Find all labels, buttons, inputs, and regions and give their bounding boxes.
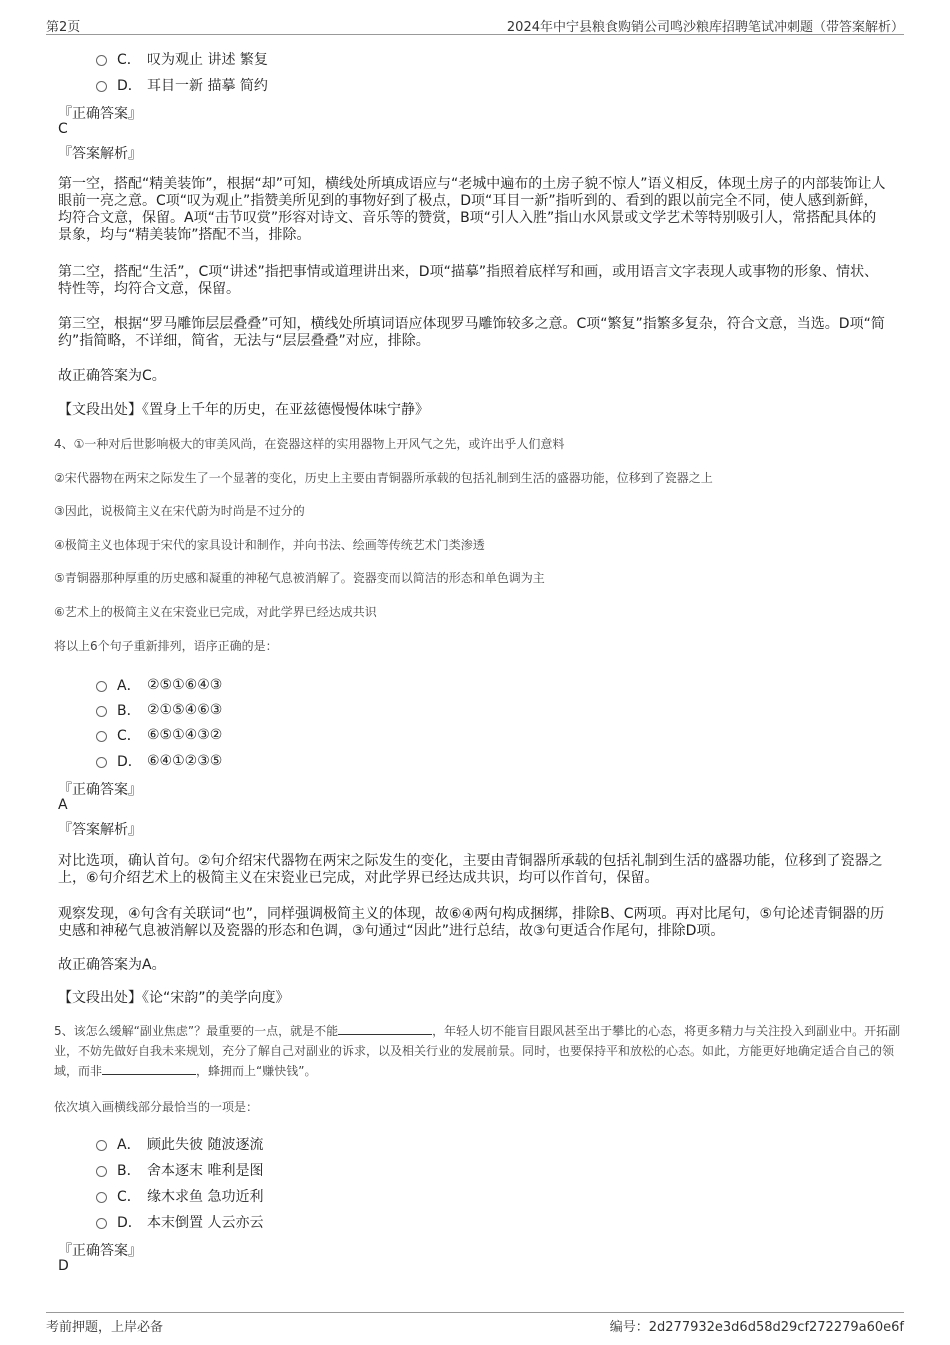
radio-icon[interactable] — [96, 731, 107, 742]
q4-prompt: 将以上6个句子重新排列，语序正确的是： — [54, 639, 278, 653]
page-number: 第2页 — [46, 20, 81, 35]
q5-option-a[interactable]: A． 顾此失彼 随波逐流 — [96, 1134, 263, 1154]
document-id: 编号：2d277932e3d6d58d29cf272279a60e6f — [609, 1320, 904, 1335]
q4-option-b[interactable]: B． ②①⑤④⑥③ — [96, 700, 222, 720]
q5-prompt: 依次填入画横线部分最恰当的一项是： — [54, 1100, 259, 1114]
q4-source: 【文段出处】《论“宋韵”的美学向度》 — [58, 990, 290, 1006]
q3-analysis-para-2: 第二空，搭配“生活”，C项“讲述”指把事情或道理讲出来，D项“描摹”指照着底样写和画，或用语言文字表现人或事物的形象、情状、特性等，均符合文意，保留。 — [58, 264, 879, 297]
q3-conclusion: 故正确答案为C。 — [58, 368, 166, 384]
q5-stem: 5、该怎么缓解“副业焦虑”？最重要的一点，就是不能 ，年轻人切不能盲目跟风甚至出于攀比的心态，将更多精力与关注投入到副业中。开拓副业，不妨先做好自我未来规划，充分了解自己对副业的诉求，以及相关行业的发展前景。同时，也要保持平和放松的心态。如此，方能更好地确定适合自己的领域，而非 ，蜂拥而上“赚快钱”。 — [54, 1024, 901, 1078]
q4-conclusion: 故正确答案为A。 — [58, 957, 166, 973]
radio-icon[interactable] — [96, 1166, 107, 1177]
q4-answer-label: 『正确答案』 — [58, 782, 142, 798]
q4-sentence-1: 4、①一种对后世影响极大的审美风尚，在瓷器这样的实用器物上开风气之先，或许出乎人们意料 — [54, 437, 565, 451]
radio-icon[interactable] — [96, 1218, 107, 1229]
q4-option-d[interactable]: D． ⑥④①②③⑤ — [96, 751, 222, 771]
q4-option-c[interactable]: C． ⑥⑤①④③② — [96, 725, 222, 745]
q4-analysis-label: 『答案解析』 — [58, 822, 142, 838]
blank-1 — [338, 1022, 432, 1035]
q5-option-d[interactable]: D． 本末倒置 人云亦云 — [96, 1212, 263, 1232]
radio-icon[interactable] — [96, 681, 107, 692]
radio-icon[interactable] — [96, 1192, 107, 1203]
radio-icon[interactable] — [96, 1140, 107, 1151]
q4-sentence-3: ③因此，说极简主义在宋代蔚为时尚是不过分的 — [54, 504, 305, 518]
q3-analysis-label: 『答案解析』 — [58, 146, 142, 162]
q3-option-c[interactable]: C． 叹为观止 讲述 繁复 — [96, 49, 268, 69]
page-header — [46, 14, 904, 35]
page-footer — [46, 1312, 904, 1335]
q4-sentence-5: ⑤青铜器那种厚重的历史感和凝重的神秘气息被消解了。瓷器变而以简洁的形态和单色调为主 — [54, 571, 545, 585]
q5-answer-label: 『正确答案』 — [58, 1243, 142, 1259]
q3-analysis-para-1: 第一空，搭配“精美装饰”，根据“却”可知，横线处所填成语应与“老城中遍布的土房子貌不惊人”语义相反，体现土房子的内部装饰让人眼前一亮之意。C项“叹为观止”指赞美所见到的事物好到了极点，D项“耳目一新”指听到的、看到的跟以前完全不同，使人感到新鲜，均符合文意，保留。A项“击节叹赏”形容对诗文、音乐等的赞赏，B项“引人入胜”指山水风景或文学艺术等特别吸引人，常搭配具体的景象，均与“精美装饰”搭配不当，排除。 — [58, 176, 886, 243]
radio-icon[interactable] — [96, 55, 107, 66]
footer-slogan: 考前押题，上岸必备 — [46, 1320, 164, 1335]
radio-icon[interactable] — [96, 757, 107, 768]
q4-analysis-para-1: 对比选项，确认首句。②句介绍宋代器物在两宋之际发生的变化，主要由青铜器所承载的包括礼制到生活的盛器功能，位移到了瓷器之上，⑥句介绍艺术上的极简主义在宋瓷业已完成，对此学界已经达成共识，均可以作首句，保留。 — [58, 853, 883, 886]
q4-option-a[interactable]: A． ②⑤①⑥④③ — [96, 675, 222, 695]
q5-option-c[interactable]: C． 缘木求鱼 急功近利 — [96, 1186, 263, 1206]
q3-analysis-para-3: 第三空，根据“罗马雕饰层层叠叠”可知，横线处所填词语应体现罗马雕饰较多之意。C项“繁复”指繁多复杂，符合文意，当选。D项“简约”指简略，不详细，简省，无法与“层层叠叠”对应，排除。 — [58, 316, 885, 349]
document-title: 2024年中宁县粮食购销公司鸣沙粮库招聘笔试冲刺题（带答案解析） — [506, 20, 904, 35]
q4-sentence-6: ⑥艺术上的极简主义在宋瓷业已完成，对此学界已经达成共识 — [54, 605, 377, 619]
q4-analysis-para-2: 观察发现，④句含有关联词“也”，同样强调极简主义的体现，故⑥④两句构成捆绑，排除B、C两项。再对比尾句，⑤句论述青铜器的历史感和神秘气息被消解以及瓷器的形态和色调，③句通过“因此”进行总结，故③句更适合作尾句，排除D项。 — [58, 906, 885, 939]
q3-answer-label: 『正确答案』 — [58, 106, 142, 122]
q4-sentence-2: ②宋代器物在两宋之际发生了一个显著的变化，历史上主要由青铜器所承载的包括礼制到生活的盛器功能，位移到了瓷器之上 — [54, 471, 713, 485]
q5-option-b[interactable]: B． 舍本逐末 唯利是图 — [96, 1160, 263, 1180]
q3-answer: C — [58, 121, 68, 137]
q4-answer: A — [58, 797, 68, 813]
q3-option-d[interactable]: D． 耳目一新 描摹 简约 — [96, 75, 268, 95]
q3-source: 【文段出处】《置身上千年的历史，在亚兹德慢慢体味宁静》 — [58, 402, 429, 418]
radio-icon[interactable] — [96, 706, 107, 717]
q5-answer: D — [58, 1258, 69, 1274]
radio-icon[interactable] — [96, 81, 107, 92]
blank-2 — [102, 1062, 196, 1075]
q4-sentence-4: ④极简主义也体现于宋代的家具设计和制作，并向书法、绘画等传统艺术门类渗透 — [54, 538, 485, 552]
